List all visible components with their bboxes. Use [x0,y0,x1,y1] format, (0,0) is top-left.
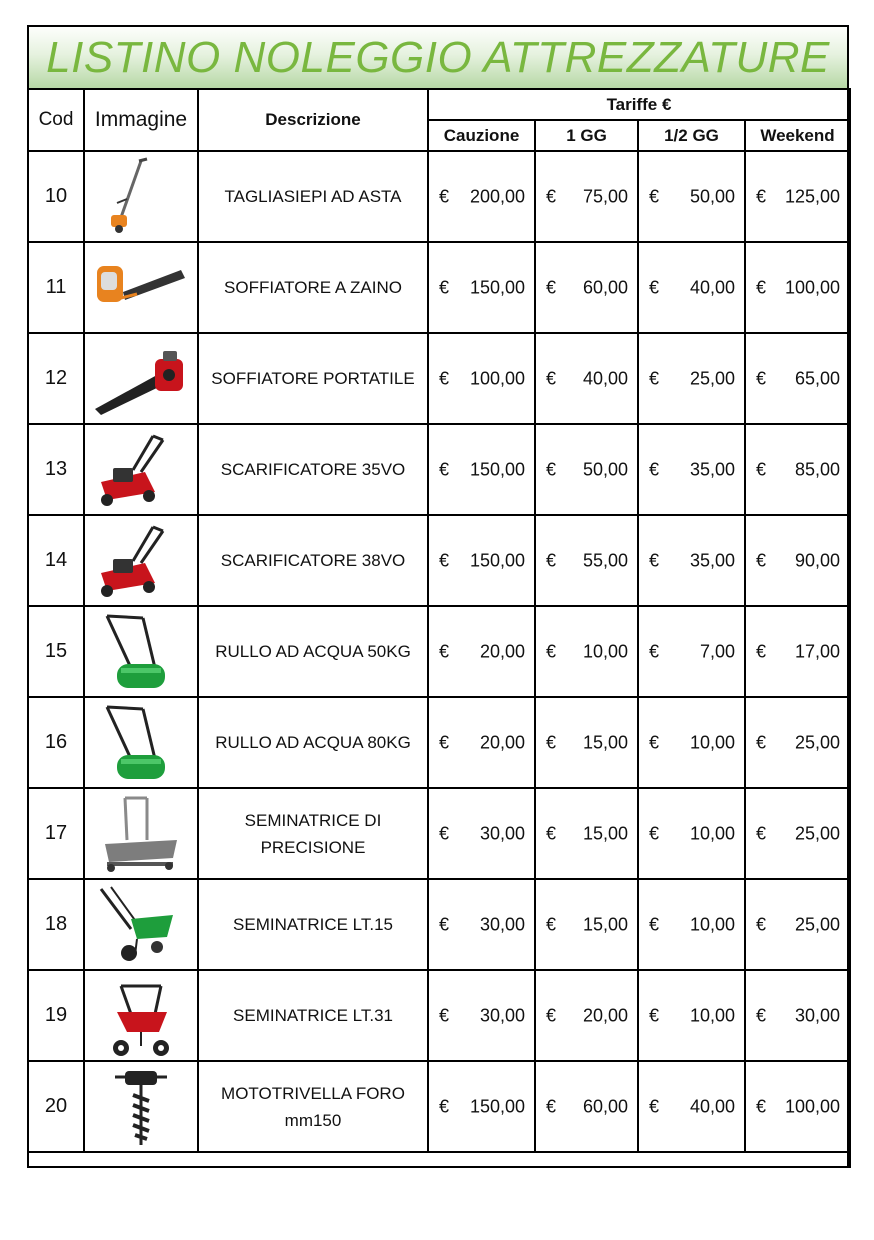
one-day-price [535,879,638,970]
backpack-blower-icon [91,248,191,328]
item-description: SEMINATRICE LT.31 [198,970,428,1061]
price-value: 150,00 [469,1096,525,1116]
item-code: 20 [28,1061,84,1152]
one-day-price [535,970,638,1061]
item-code: 16 [28,697,84,788]
price-value: 75,00 [582,186,628,206]
currency-symbol: € [546,459,557,479]
currency-symbol: € [756,1005,767,1025]
one-day-price [535,788,638,879]
item-description: RULLO AD ACQUA 80KG [198,697,428,788]
currency-symbol: € [439,823,450,843]
weekend-price [745,788,850,879]
price-value: 20,00 [479,732,525,752]
currency-symbol: € [439,550,450,570]
price-value: 15,00 [582,823,628,843]
half-day-price [638,606,745,697]
price-value: 90,00 [794,550,840,570]
price-value: 30,00 [479,914,525,934]
deposit-price [428,970,535,1061]
item-image [84,697,198,788]
deposit-price [428,697,535,788]
currency-symbol: € [756,550,767,570]
table-row [28,424,850,515]
item-description: RULLO AD ACQUA 50KG [198,606,428,697]
price-value: 25,00 [794,823,840,843]
currency-symbol: € [439,1096,450,1116]
currency-symbol: € [649,1096,660,1116]
price-value: 150,00 [469,459,525,479]
table-row [28,970,850,1061]
currency-symbol: € [546,368,557,388]
currency-symbol: € [439,277,450,297]
currency-symbol: € [649,186,660,206]
hedge-trimmer-icon [91,157,191,237]
item-image [84,606,198,697]
title-banner [29,27,847,90]
item-code: 17 [28,788,84,879]
price-value: 150,00 [469,277,525,297]
page-title: LISTINO NOLEGGIO ATTREZZATURE [46,32,830,82]
column-header-description: Descrizione [198,89,428,151]
currency-symbol: € [649,550,660,570]
price-value: 25,00 [794,914,840,934]
item-code: 13 [28,424,84,515]
price-value: 25,00 [794,732,840,752]
weekend-price [745,151,850,242]
currency-symbol: € [439,641,450,661]
currency-symbol: € [439,368,450,388]
weekend-price [745,606,850,697]
one-day-price [535,242,638,333]
table-row [28,879,850,970]
currency-symbol: € [756,732,767,752]
currency-symbol: € [439,914,450,934]
column-header-deposit: Cauzione [428,120,535,151]
earth-auger-icon [91,1067,191,1147]
currency-symbol: € [649,823,660,843]
price-value: 150,00 [469,550,525,570]
deposit-price [428,333,535,424]
weekend-price [745,424,850,515]
currency-symbol: € [439,732,450,752]
half-day-price [638,697,745,788]
half-day-price [638,424,745,515]
table-row [28,1061,850,1152]
item-code: 18 [28,879,84,970]
item-description: SCARIFICATORE 35VO [198,424,428,515]
one-day-price [535,1061,638,1152]
column-header-weekend: Weekend [745,120,850,151]
currency-symbol: € [756,823,767,843]
red-spreader-icon [91,976,191,1056]
one-day-price [535,333,638,424]
column-header-cod: Cod [28,89,84,151]
price-value: 10,00 [689,732,735,752]
currency-symbol: € [756,459,767,479]
price-value: 85,00 [794,459,840,479]
price-value: 35,00 [689,459,735,479]
currency-symbol: € [546,823,557,843]
item-image [84,333,198,424]
price-value: 10,00 [689,914,735,934]
table-row [28,242,850,333]
item-description: SCARIFICATORE 38VO [198,515,428,606]
currency-symbol: € [756,186,767,206]
currency-symbol: € [546,641,557,661]
deposit-price [428,606,535,697]
item-image [84,151,198,242]
half-day-price [638,242,745,333]
table-row [28,151,850,242]
price-value: 100,00 [784,277,840,297]
currency-symbol: € [546,914,557,934]
deposit-price [428,151,535,242]
currency-symbol: € [649,641,660,661]
rental-price-table [27,88,851,1168]
item-code: 11 [28,242,84,333]
price-value: 60,00 [582,1096,628,1116]
green-spreader-icon [91,885,191,965]
currency-symbol: € [649,459,660,479]
currency-symbol: € [649,368,660,388]
price-value: 30,00 [794,1005,840,1025]
half-day-price [638,151,745,242]
table-row [28,515,850,606]
half-day-price [638,333,745,424]
item-code: 15 [28,606,84,697]
price-value: 15,00 [582,914,628,934]
price-value: 100,00 [784,1096,840,1116]
price-value: 20,00 [479,641,525,661]
deposit-price [428,424,535,515]
currency-symbol: € [649,277,660,297]
price-value: 20,00 [582,1005,628,1025]
weekend-price [745,697,850,788]
one-day-price [535,606,638,697]
price-value: 200,00 [469,186,525,206]
table-row [28,697,850,788]
table-row [28,788,850,879]
price-value: 17,00 [794,641,840,661]
price-value: 10,00 [582,641,628,661]
price-value: 50,00 [582,459,628,479]
item-description: SEMINATRICE LT.15 [198,879,428,970]
item-image [84,424,198,515]
price-value: 30,00 [479,823,525,843]
weekend-price [745,970,850,1061]
drop-seeder-icon [91,794,191,874]
table-row [28,606,850,697]
weekend-price [745,879,850,970]
item-description: SEMINATRICE DI PRECISIONE [198,788,428,879]
price-value: 40,00 [582,368,628,388]
price-value: 7,00 [699,641,735,661]
price-value: 10,00 [689,823,735,843]
currency-symbol: € [756,1096,767,1116]
currency-symbol: € [756,368,767,388]
item-image [84,970,198,1061]
item-code: 10 [28,151,84,242]
price-value: 125,00 [784,186,840,206]
deposit-price [428,242,535,333]
price-value: 60,00 [582,277,628,297]
currency-symbol: € [546,1096,557,1116]
deposit-price [428,515,535,606]
half-day-price [638,788,745,879]
price-value: 100,00 [469,368,525,388]
item-image [84,515,198,606]
weekend-price [745,515,850,606]
item-description: TAGLIASIEPI AD ASTA [198,151,428,242]
one-day-price [535,151,638,242]
price-value: 40,00 [689,277,735,297]
deposit-price [428,788,535,879]
currency-symbol: € [546,732,557,752]
deposit-price [428,879,535,970]
deposit-price [428,1061,535,1152]
currency-symbol: € [546,1005,557,1025]
price-value: 25,00 [689,368,735,388]
one-day-price [535,697,638,788]
item-image [84,879,198,970]
price-value: 15,00 [582,732,628,752]
currency-symbol: € [439,459,450,479]
handheld-blower-icon [91,339,191,419]
currency-symbol: € [649,1005,660,1025]
currency-symbol: € [649,914,660,934]
weekend-price [745,1061,850,1152]
currency-symbol: € [439,1005,450,1025]
item-code: 12 [28,333,84,424]
currency-symbol: € [756,277,767,297]
water-roller-icon [91,703,191,783]
table-row [28,333,850,424]
column-header-one-day: 1 GG [535,120,638,151]
price-value: 40,00 [689,1096,735,1116]
item-code: 19 [28,970,84,1061]
column-header-image: Immagine [84,89,198,151]
currency-symbol: € [546,277,557,297]
half-day-price [638,879,745,970]
weekend-price [745,242,850,333]
currency-symbol: € [439,186,450,206]
price-value: 65,00 [794,368,840,388]
water-roller-icon [91,612,191,692]
half-day-price [638,1061,745,1152]
column-header-rates: Tariffe € [428,89,850,120]
one-day-price [535,515,638,606]
empty-footer-row [28,1152,850,1167]
item-image [84,242,198,333]
item-code: 14 [28,515,84,606]
column-header-half-day: 1/2 GG [638,120,745,151]
item-description: MOTOTRIVELLA FORO mm150 [198,1061,428,1152]
scarifier-icon [91,430,191,510]
currency-symbol: € [756,641,767,661]
currency-symbol: € [649,732,660,752]
currency-symbol: € [546,186,557,206]
half-day-price [638,970,745,1061]
price-value: 55,00 [582,550,628,570]
item-image [84,788,198,879]
item-image [84,1061,198,1152]
scarifier-icon [91,521,191,601]
item-description: SOFFIATORE PORTATILE [198,333,428,424]
price-value: 35,00 [689,550,735,570]
price-value: 30,00 [479,1005,525,1025]
item-description: SOFFIATORE A ZAINO [198,242,428,333]
currency-symbol: € [546,550,557,570]
weekend-price [745,333,850,424]
price-value: 10,00 [689,1005,735,1025]
currency-symbol: € [756,914,767,934]
one-day-price [535,424,638,515]
price-value: 50,00 [689,186,735,206]
half-day-price [638,515,745,606]
